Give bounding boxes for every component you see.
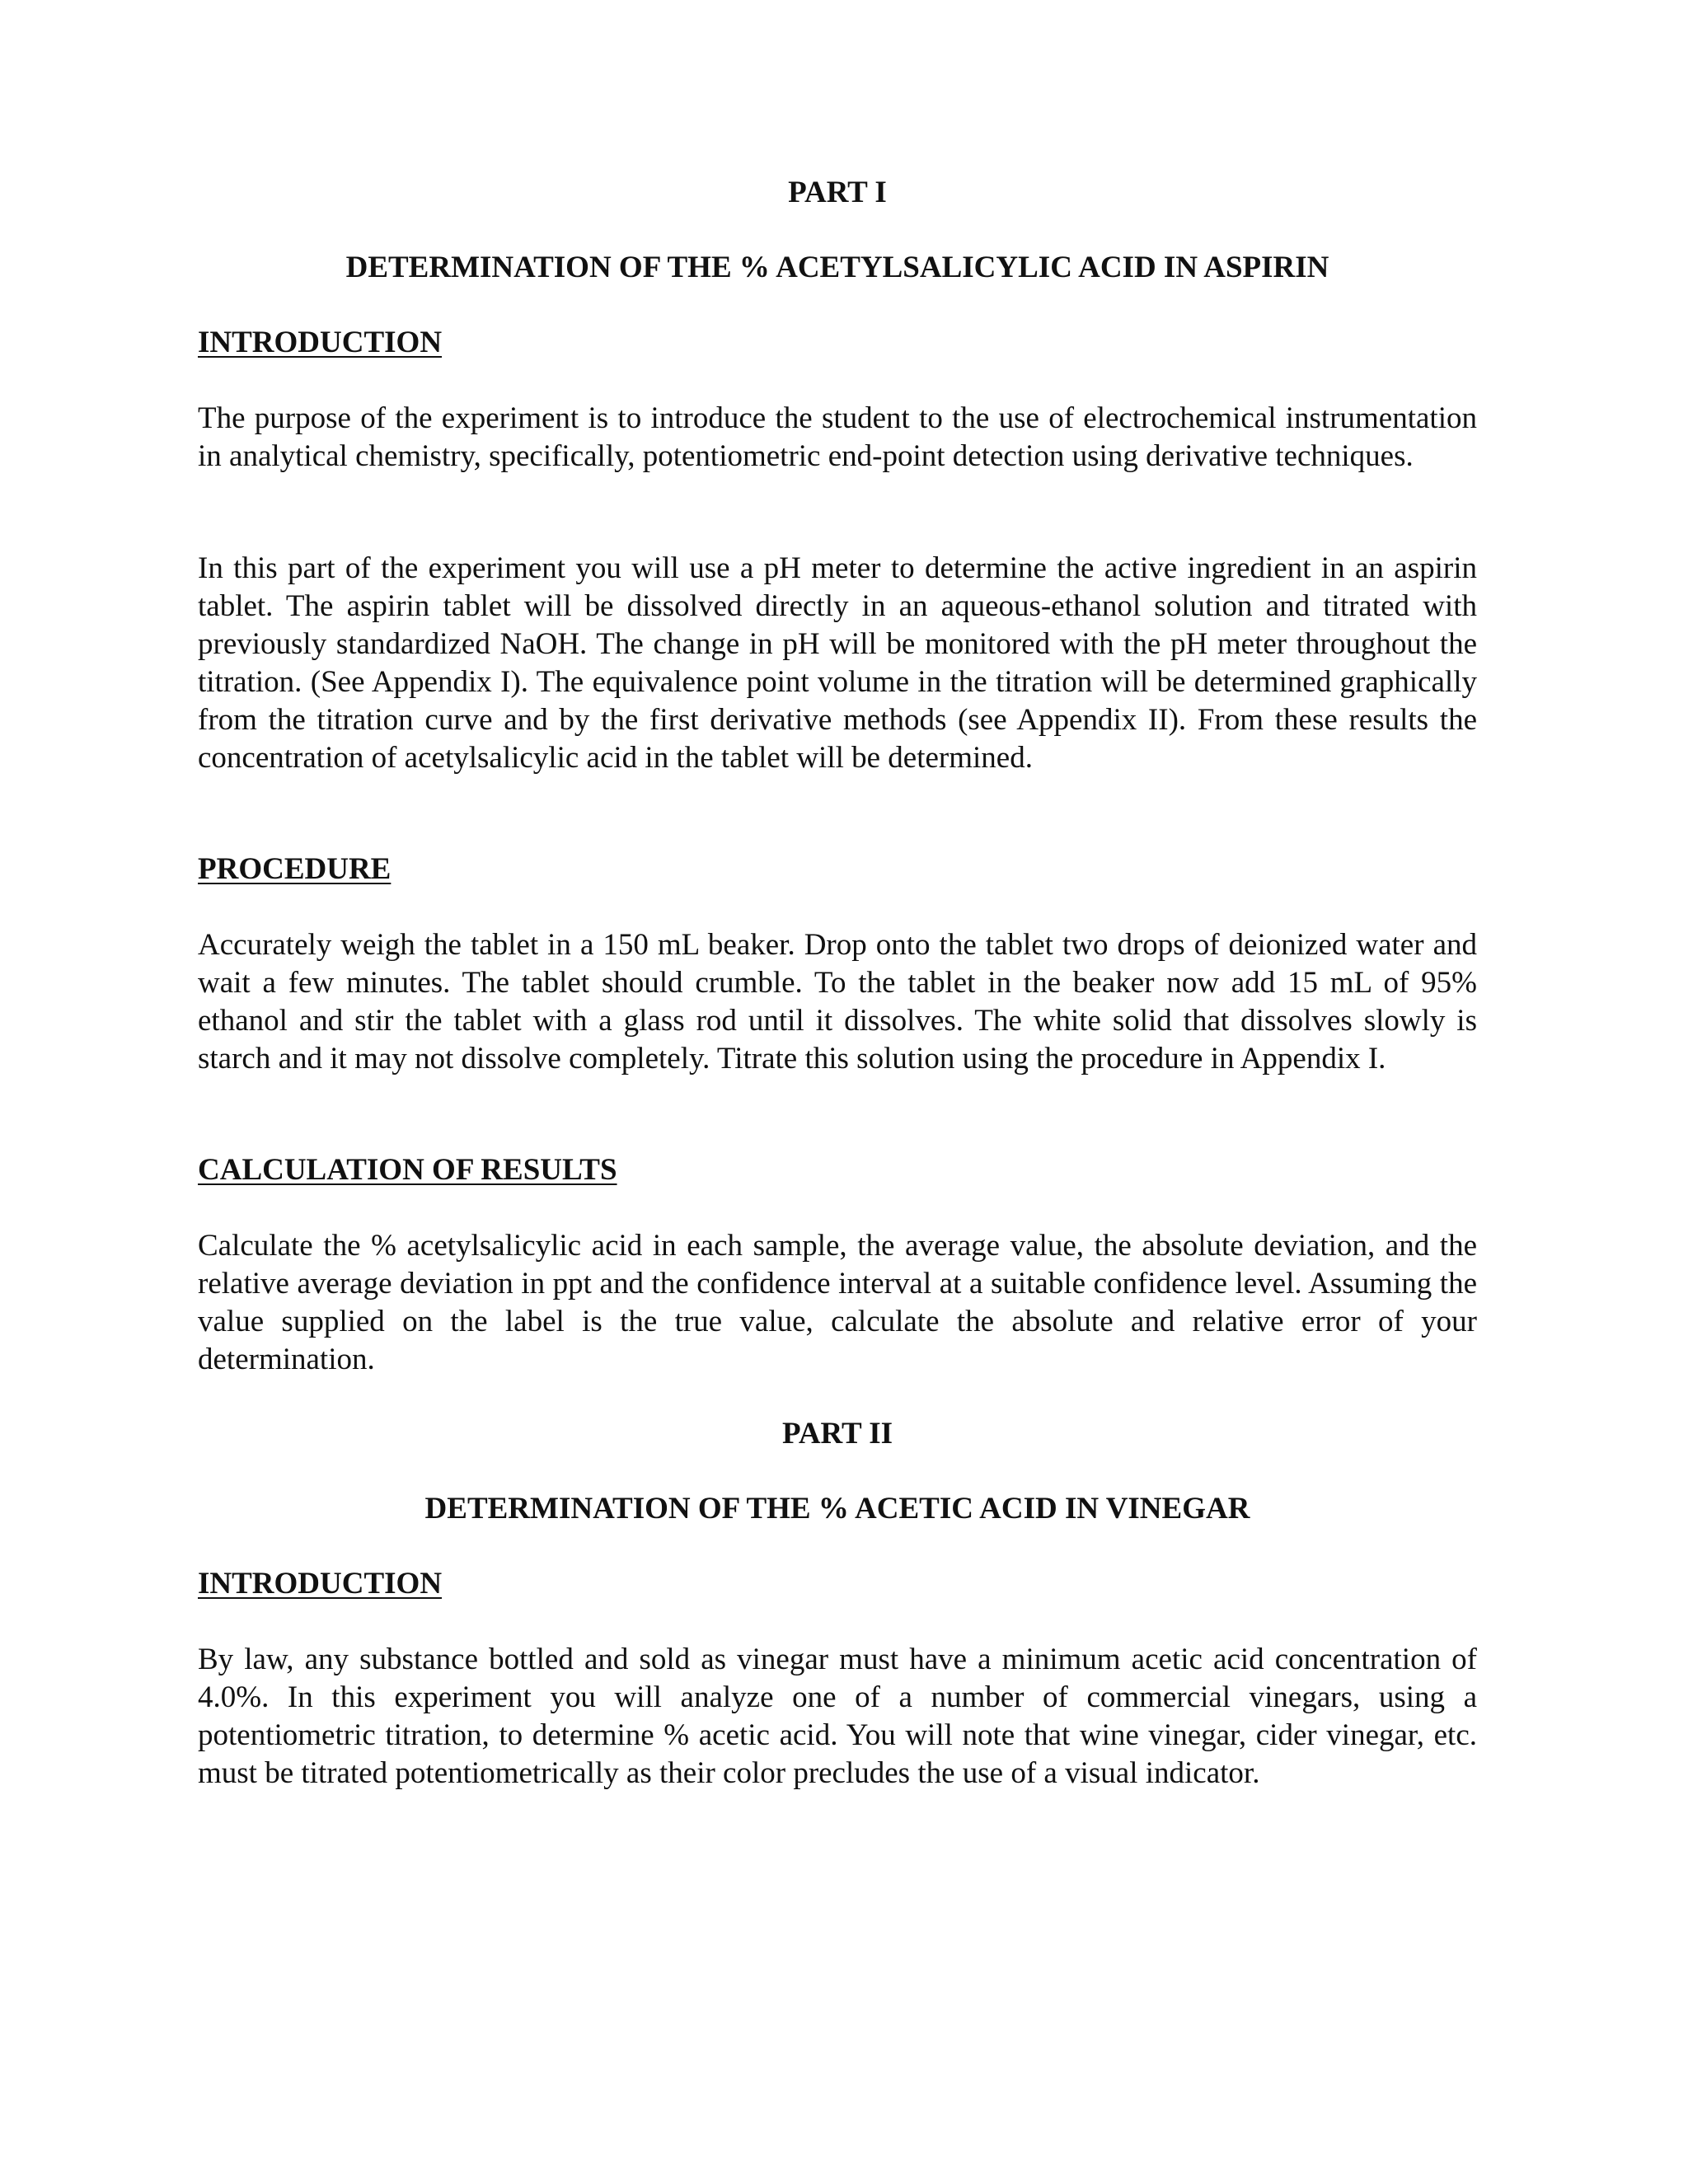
part1-introduction-heading: INTRODUCTION [198,326,443,359]
part1-title: DETERMINATION OF THE % ACETYLSALICYLIC ACID IN ASPIRIN [345,251,1329,284]
part1-procedure-heading: PROCEDURE [198,852,392,886]
part2-introduction-paragraph: By law, any substance bottled and sold as vinegar must have a minimum acetic acid concentration of 4.0%. In this experiment you will analyze one of a number of commercial vinegars, using a potentiometric titration, to determine % acetic acid. You will note that wine vinegar, cider vinegar, etc. must be titrated potentiometrically as their color precludes the use of a visual indicator. [198,1643,1477,1790]
part2-introduction-heading: INTRODUCTION [198,1567,443,1601]
part1-label: PART I [788,176,887,209]
part2-label: PART II [781,1417,893,1451]
part2-title: DETERMINATION OF THE % ACETIC ACID IN VINEGAR [424,1492,1250,1526]
part1-introduction-paragraph-2: In this part of the experiment you will use a pH meter to determine the active ingredient in an aspirin tablet. The aspirin tablet will be dissolved directly in an aqueous-ethanol solution and titrated with previously standardized NaOH. The change in pH will be monitored with the pH meter throughout the titration. (See Appendix I). The equivalence point volume in the titration will be determined graphically from the titration curve and by the first derivative methods (see Appendix II). From these results the concentration of acetylsalicylic acid in the tablet will be determined. [198,551,1477,775]
part1-calculation-heading: CALCULATION OF RESULTS [198,1153,617,1187]
part1-calculation-paragraph: Calculate the % acetylsalicylic acid in each sample, the average value, the absolute deviation, and the relative average deviation in ppt and the confidence interval at a suitable confidence level. Assuming the value supplied on the label is the true value, calculate the absolute and relative error of your determination. [198,1229,1477,1376]
part1-introduction-paragraph-1: The purpose of the experiment is to introduce the student to the use of electrochemical instrumentation in analytical chemistry, specifically, potentiometric end-point detection using derivative techniques. [198,401,1477,473]
part1-procedure-paragraph: Accurately weigh the tablet in a 150 mL beaker. Drop onto the tablet two drops of deionized water and wait a few minutes. The tablet should crumble. To the tablet in the beaker now add 15 mL of 95% ethanol and stir the tablet with a glass rod until it dissolves. The white solid that dissolves slowly is starch and it may not dissolve completely. Titrate this solution using the procedure in Appendix I. [198,928,1477,1076]
